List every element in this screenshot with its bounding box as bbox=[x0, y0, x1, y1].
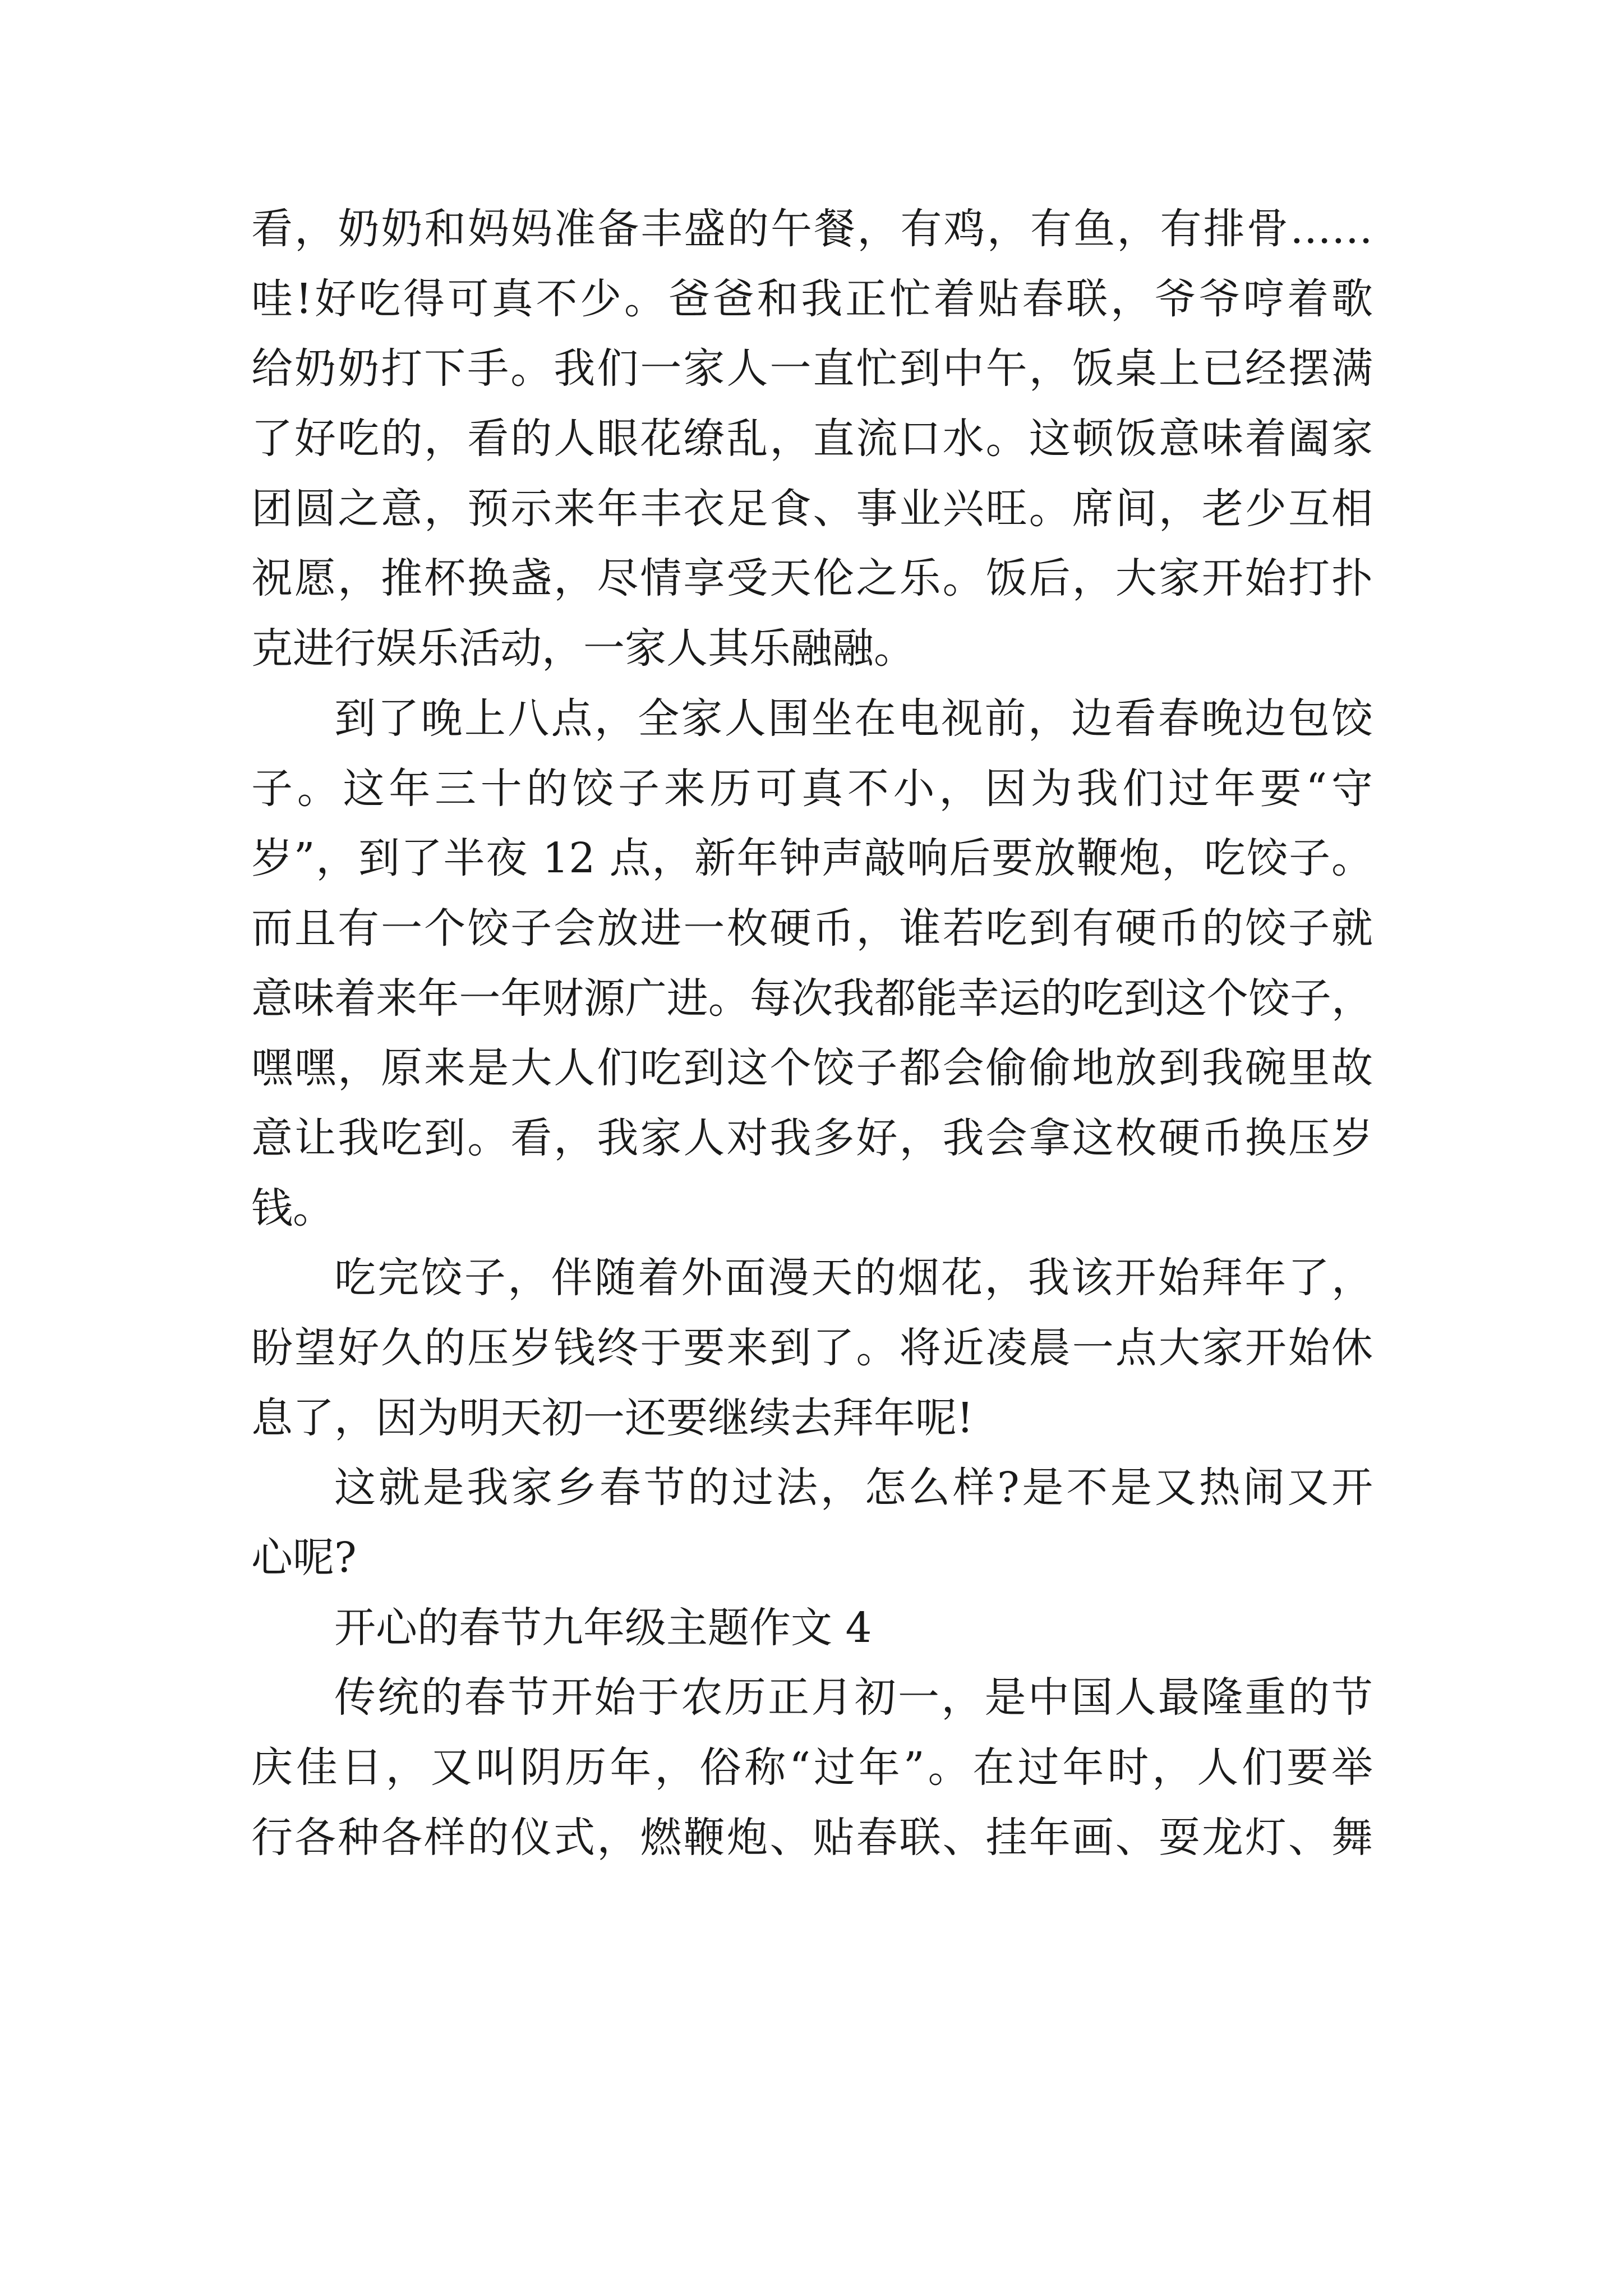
paragraph-start-line: 到了晚上八点，全家人围坐在电视前，边看春晚边包饺 bbox=[334, 694, 1373, 743]
text-line: 哇!好吃得可真不少。爸爸和我正忙着贴春联，爷爷哼着歌 bbox=[251, 274, 1373, 323]
text-line: 子。这年三十的饺子来历可真不小，因为我们过年要“守 bbox=[251, 764, 1373, 813]
text-line: 嘿嘿，原来是大人们吃到这个饺子都会偷偷地放到我碗里故 bbox=[251, 1044, 1373, 1093]
paragraph-start-line: 传统的春节开始于农历正月初一，是中国人最隆重的节 bbox=[334, 1673, 1373, 1722]
text-line: 而且有一个饺子会放进一枚硬币，谁若吃到有硬币的饺子就 bbox=[251, 904, 1373, 953]
text-line: 祝愿，推杯换盏，尽情享受天伦之乐。饭后，大家开始打扑 bbox=[251, 554, 1373, 603]
text-line: 意让我吃到。看，我家人对我多好，我会拿这枚硬币换压岁 bbox=[251, 1114, 1373, 1162]
text-line: 看，奶奶和妈妈准备丰盛的午餐，有鸡，有鱼，有排骨…… bbox=[251, 205, 1373, 253]
text-line: 行各种各样的仪式，燃鞭炮、贴春联、挂年画、耍龙灯、舞 bbox=[251, 1813, 1373, 1862]
text-line: 息了，因为明天初一还要继续去拜年呢! bbox=[251, 1393, 974, 1442]
text-line: 意味着来年一年财源广进。每次我都能幸运的吃到这个饺子， bbox=[251, 974, 1373, 1023]
text-line: 给奶奶打下手。我们一家人一直忙到中午，饭桌上已经摆满 bbox=[251, 344, 1373, 393]
text-line: 心呢? bbox=[251, 1534, 357, 1582]
paragraph-start-line: 吃完饺子，伴随着外面漫天的烟花，我该开始拜年了， bbox=[334, 1254, 1373, 1303]
text-line: 了好吃的，看的人眼花缭乱，直流口水。这顿饭意味着阖家 bbox=[251, 415, 1373, 463]
essay-heading: 开心的春节九年级主题作文 4 bbox=[334, 1603, 872, 1652]
text-line: 庆佳日，又叫阴历年，俗称“过年”。在过年时，人们要举 bbox=[251, 1743, 1373, 1792]
text-line: 钱。 bbox=[251, 1184, 334, 1232]
paragraph-start-line: 这就是我家乡春节的过法，怎么样?是不是又热闹又开 bbox=[334, 1464, 1373, 1512]
essay-text bbox=[251, 194, 1373, 1873]
text-line: 岁”，到了半夜 12 点，新年钟声敲响后要放鞭炮，吃饺子。 bbox=[251, 834, 1373, 883]
text-line: 克进行娱乐活动，一家人其乐融融。 bbox=[251, 624, 915, 673]
text-line: 团圆之意，预示来年丰衣足食、事业兴旺。席间，老少互相 bbox=[251, 484, 1373, 533]
text-line: 盼望好久的压岁钱终于要来到了。将近凌晨一点大家开始休 bbox=[251, 1324, 1373, 1372]
